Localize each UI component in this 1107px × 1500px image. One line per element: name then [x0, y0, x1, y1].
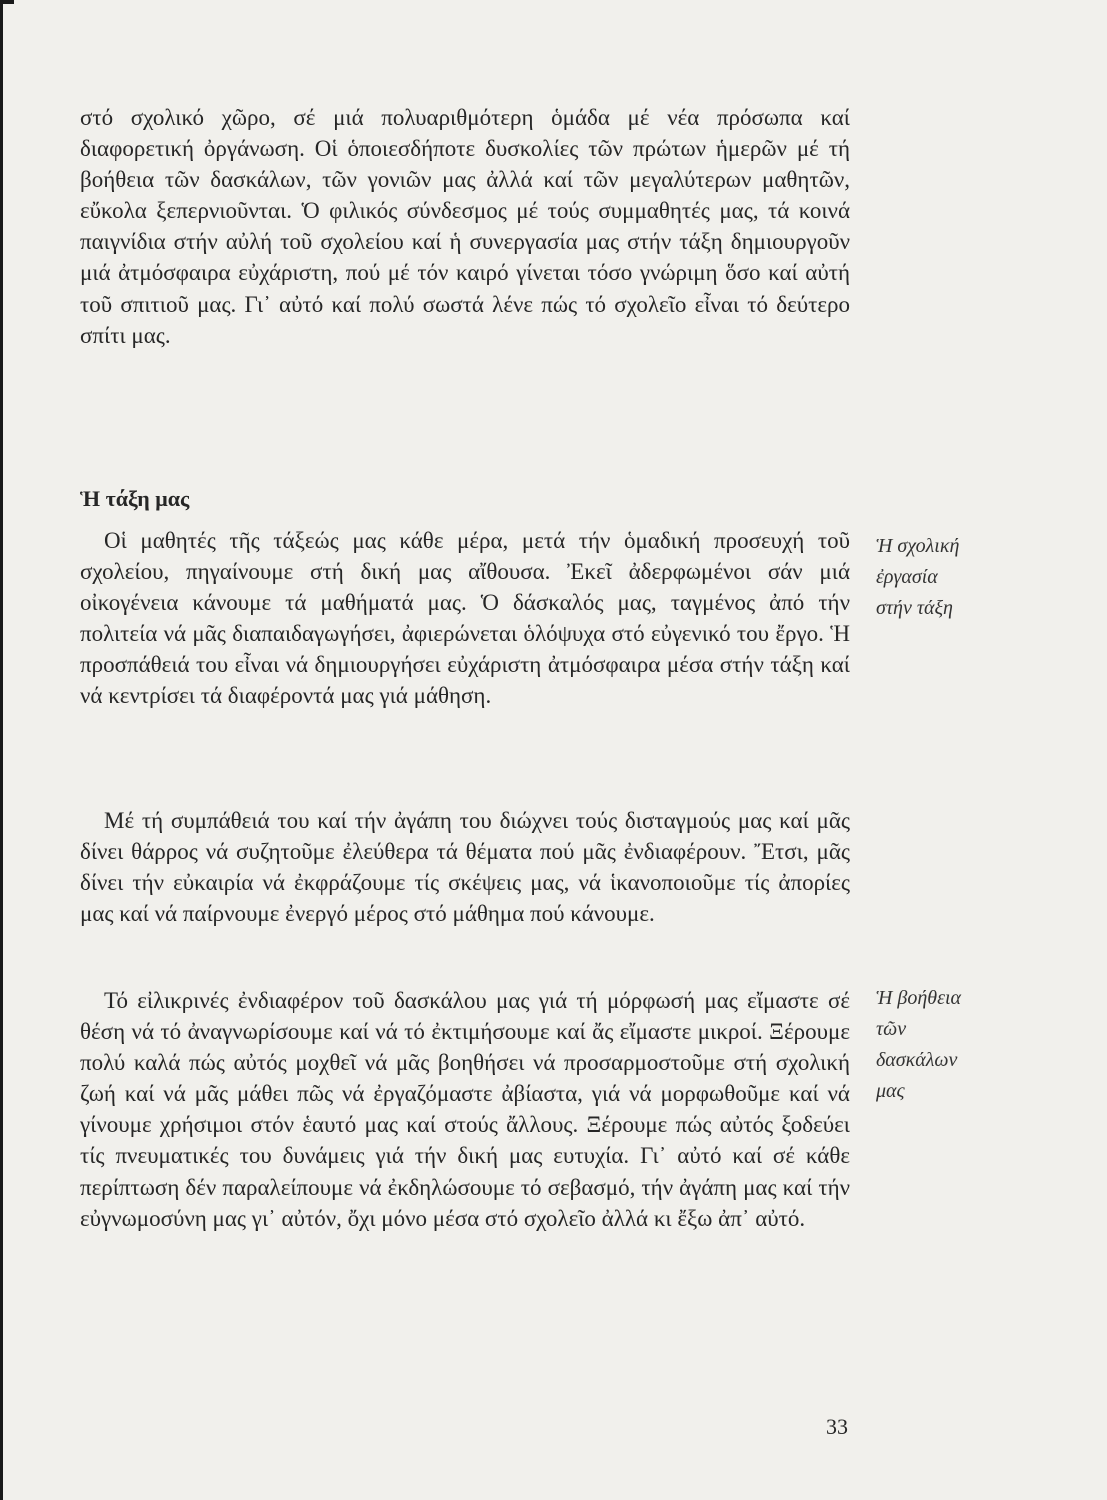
page-edge: [0, 0, 3, 1500]
paragraph-4: Τό εἰλικρινές ἐνδιαφέρον τοῦ δασκάλου μας γιά τή μόρφωσή μας εἴμαστε σέ θέση νά τό ἀναγνωρίσουμε καί νά τό ἐκτιμήσουμε καί ἄς εἴμαστε μικροί. Ξέρουμε πολύ καλά πώς αὐτός μοχθεῖ νά μᾶς βοηθήσει νά προσαρμοστοῦμε στή σχολική ζωή καί νά μᾶς μάθει πῶς νά ἐργαζόμαστε ἀβίαστα, γιά νά μορφωθοῦμε καί νά γίνουμε χρήσιμοι στόν ἑαυτό μας καί στούς ἄλλους. Ξέρουμε πώς αὐτός ξοδεύει τίς πνευματικές του δυνάμεις γιά τήν δική μας ευτυχία. Γι᾿ αὐτό καί σέ κάθε περίπτωση δέν παραλείπουμε νά ἐκδηλώσουμε τό σεβασμό, τήν ἀγάπη μας καί τήν εὐγνωμοσύνη μας γι᾿ αὐτόν, ὄχι μόνο μέσα στό σχολεῖο ἀλλά κι ἔξω ἀπ᾿ αὐτό.: [80, 988, 850, 1231]
page-edge-mark: [0, 0, 14, 4]
paragraph-1: στό σχολικό χῶρο, σέ μιά πολυαριθμότερη ὁμάδα μέ νέα πρόσωπα καί διαφορετική ὀργάνωση. Οἱ ὁποιεσδήποτε δυσκολίες τῶν πρώτων ἡμερῶν μέ τή βοήθεια τῶν δασκάλων, τῶν γονιῶν μας ἀλλά καί τῶν μεγαλύτερων μαθητῶν, εὔκολα ξεπερνιοῦνται. Ὁ φιλικός σύνδεσμος μέ τούς συμμαθητές μας, τά κοινά παιγνίδια στήν αὐλή τοῦ σχολείου καί ἡ συνεργασία μας στήν τάξη δημιουργοῦν μιά ἀτμόσφαιρα εὐχάριστη, πού μέ τόν καιρό γίνεται τόσο γνώριμη ὅσο καί αὐτή τοῦ σπιτιοῦ μας. Γι᾿ αὐτό καί πολύ σωστά λένε πώς τό σχολεῖο εἶναι τό δεύτερο σπίτι μας.: [80, 105, 850, 348]
body-column-top: [80, 102, 850, 351]
body-column-section-1: [80, 525, 850, 712]
paragraph-3: Μέ τή συμπάθειά του καί τήν ἀγάπη του διώχνει τούς δισταγμούς μας καί μᾶς δίνει θάρρος νά συζητοῦμε ἐλεύθερα τά θέματα πού μᾶς ἐνδιαφέρουν. Ἔτσι, μᾶς δίνει τήν εὐκαιρία νά ἐκφράζουμε τίς σκέψεις μας, νά ἱκανοποιοῦμε τίς ἀπορίες μας καί νά παίρνουμε ἐνεργό μέρος στό μάθημα πού κάνουμε.: [80, 808, 850, 927]
section-heading: Ἡ τάξη μας: [80, 486, 190, 511]
page-number: 33: [826, 1414, 848, 1439]
body-column-section-2: [80, 805, 850, 929]
body-column-section-3: [80, 985, 850, 1234]
margin-note-classwork: Ἡ σχολική ἐργασία στήν τάξη: [876, 535, 960, 619]
paragraph-2: Οἱ μαθητές τῆς τάξεώς μας κάθε μέρα, μετά τήν ὁμαδική προσευχή τοῦ σχολείου, πηγαίνουμε στή δική μας αἴθουσα. Ἐκεῖ ἀδερφωμένοι σάν μιά οἰκογένεια κάνουμε τά μαθήματά μας. Ὁ δάσκαλός μας, ταγμένος ἀπό τήν πολιτεία νά μᾶς διαπαιδαγωγήσει, ἀφιερώνεται ὁλόψυχα στό εὐγενικό του ἔργο. Ἡ προσπάθειά του εἶναι νά δημιουργήσει εὐχάριστη ἀτμόσφαιρα μέσα στήν τάξη καί νά κεντρίσει τά διαφέροντά μας γιά μάθηση.: [80, 528, 850, 709]
margin-note-teachers-help: Ἡ βοήθεια τῶν δασκάλων μας: [876, 987, 962, 1102]
